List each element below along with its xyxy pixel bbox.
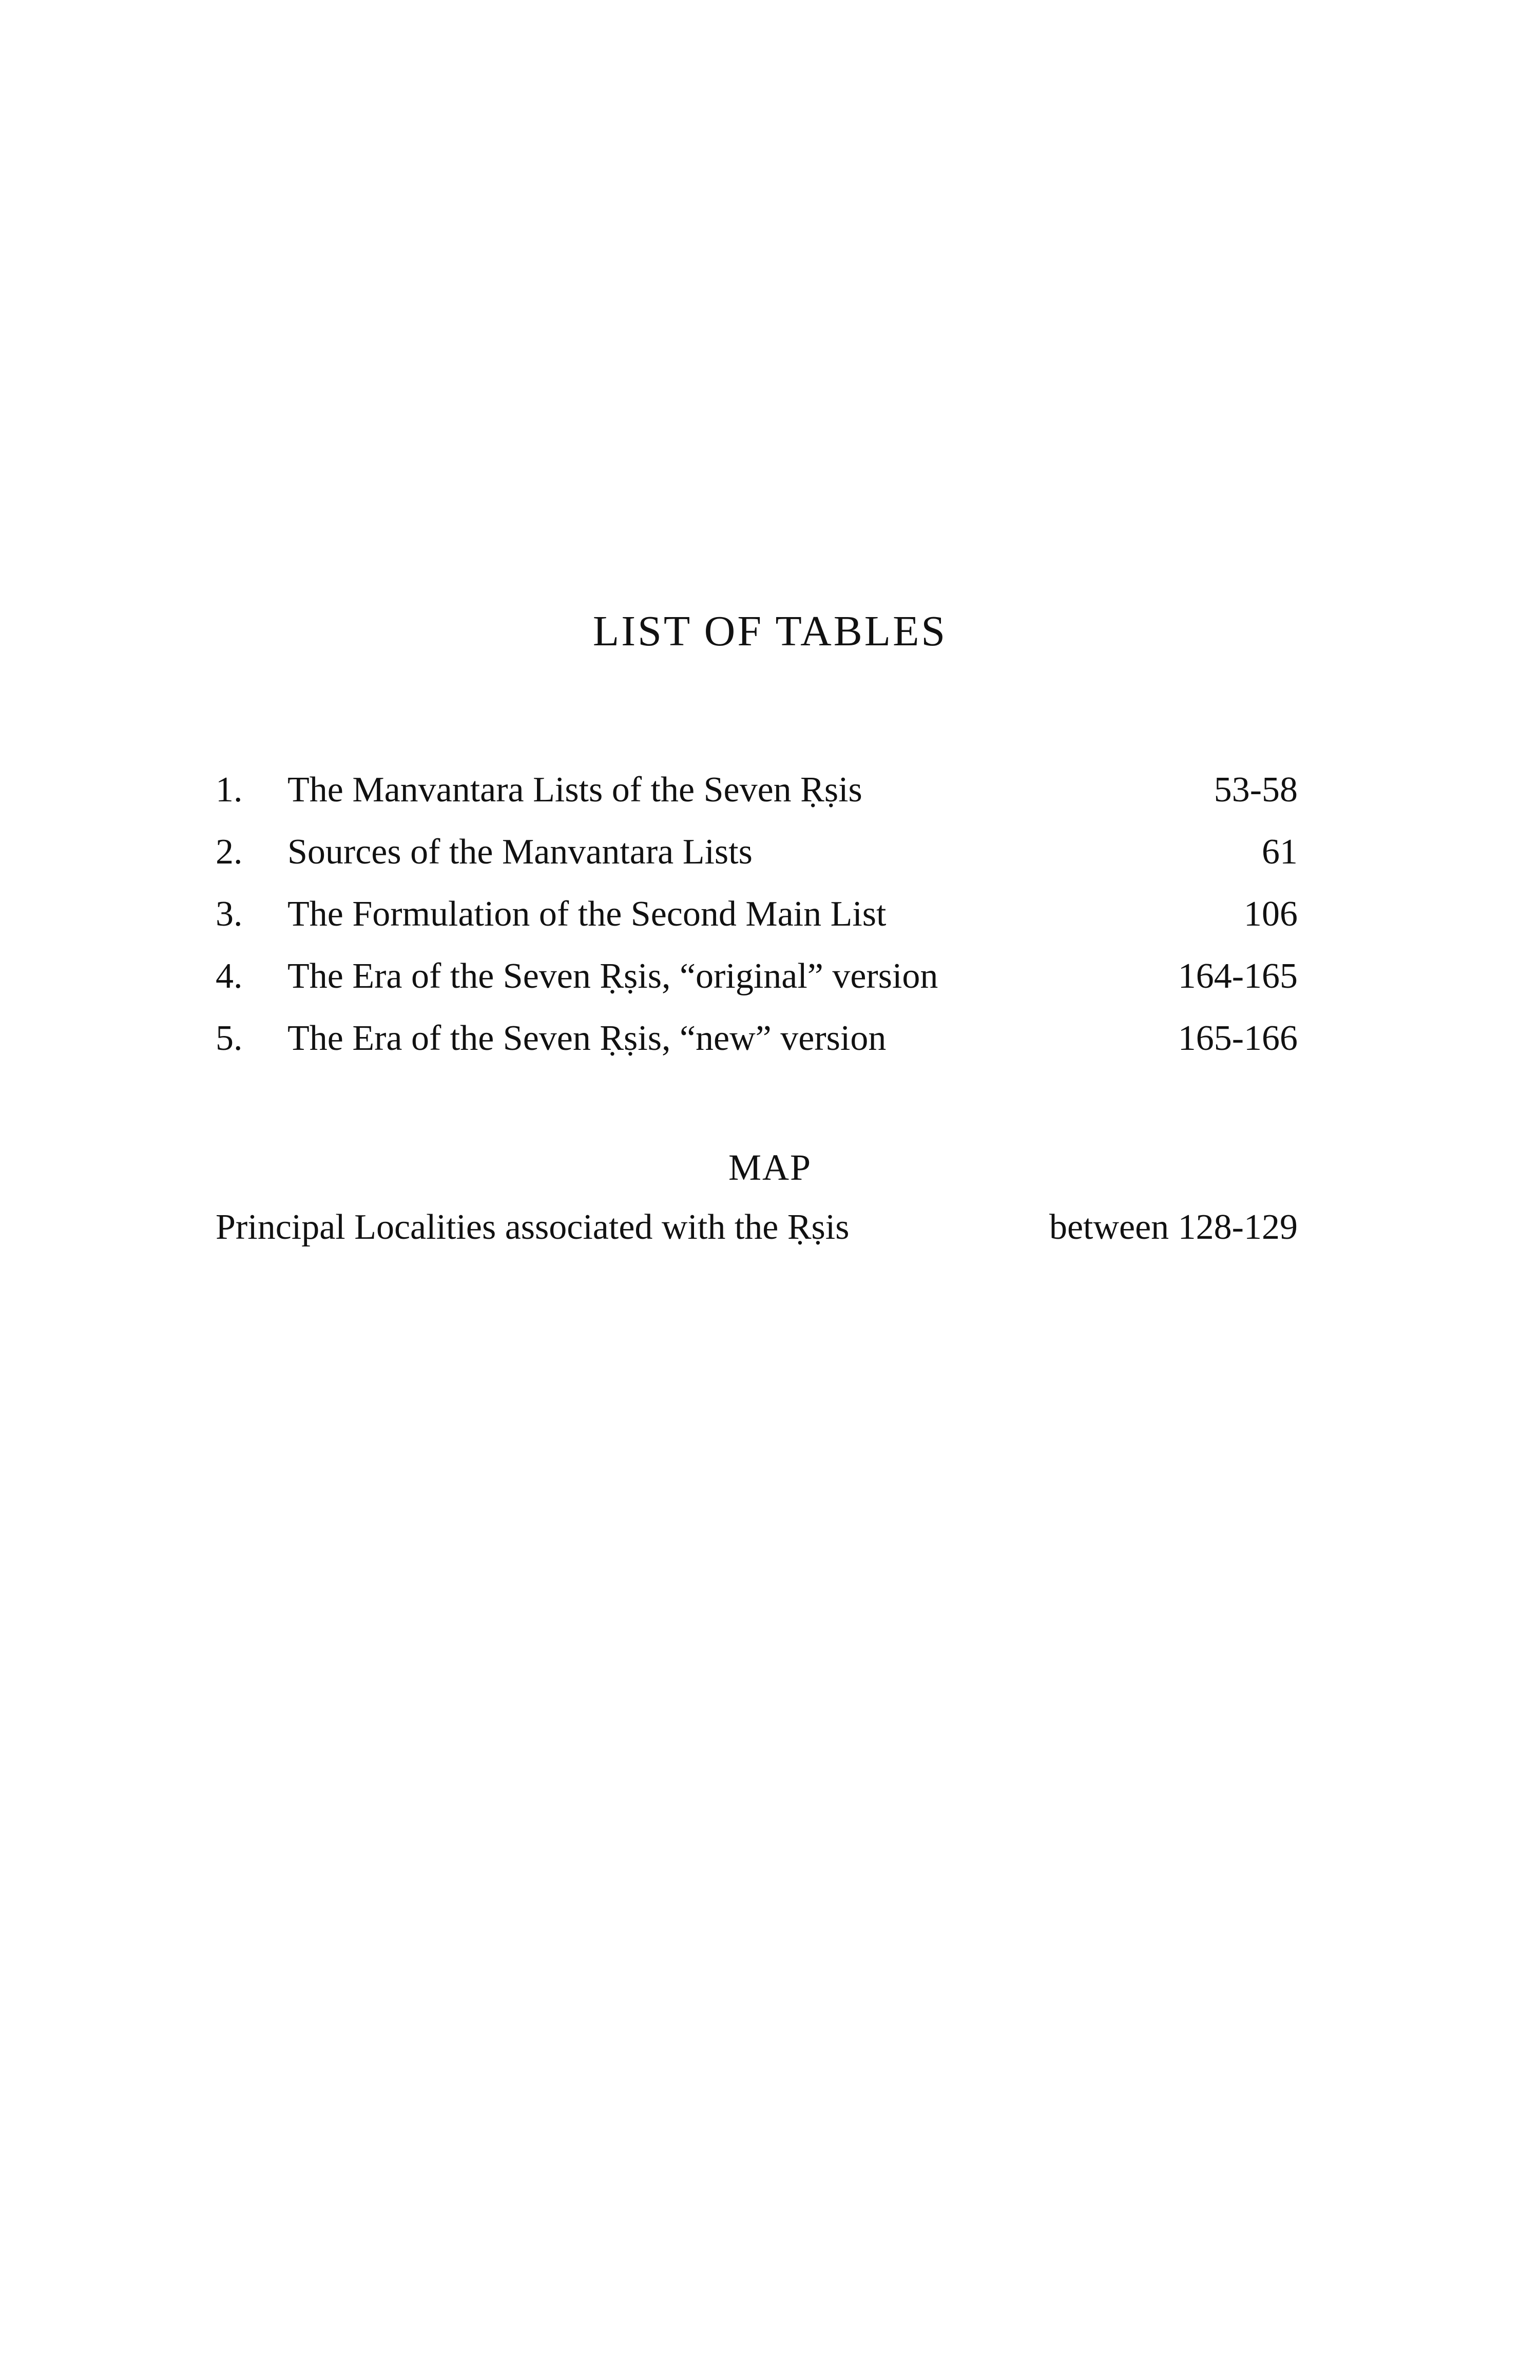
entry-pages: 61 <box>1262 832 1298 872</box>
tables-list <box>216 759 1298 1069</box>
table-entry <box>216 945 1298 1007</box>
entry-pages: 164-165 <box>1178 956 1298 996</box>
entry-pages: 165-166 <box>1178 1019 1298 1058</box>
entry-title: Sources of the Manvantara Lists <box>287 832 753 872</box>
map-entry <box>216 1196 1298 1258</box>
table-entry <box>216 821 1298 883</box>
map-entry-pages: between 128-129 <box>1049 1207 1298 1247</box>
entry-title: The Formulation of the Second Main List <box>287 894 887 934</box>
entry-title: The Era of the Seven Ṛṣis, “original” version <box>287 956 938 996</box>
table-entry <box>216 759 1298 821</box>
map-entry-title: Principal Localities associated with the Ṛṣis <box>216 1207 850 1247</box>
entry-pages: 53-58 <box>1214 770 1298 810</box>
entry-number: 4. <box>216 956 243 996</box>
entry-pages: 106 <box>1244 894 1298 934</box>
entry-number: 1. <box>216 770 243 810</box>
entry-number: 2. <box>216 832 243 872</box>
entry-title: The Era of the Seven Ṛṣis, “new” version <box>287 1019 887 1058</box>
entry-number: 3. <box>216 894 243 934</box>
entry-title: The Manvantara Lists of the Seven Ṛṣis <box>287 770 862 810</box>
table-entry <box>216 883 1298 945</box>
entry-number: 5. <box>216 1019 243 1058</box>
map-heading: MAP <box>728 1147 812 1188</box>
list-of-tables-heading: LIST OF TABLES <box>592 607 948 655</box>
table-entry <box>216 1007 1298 1069</box>
